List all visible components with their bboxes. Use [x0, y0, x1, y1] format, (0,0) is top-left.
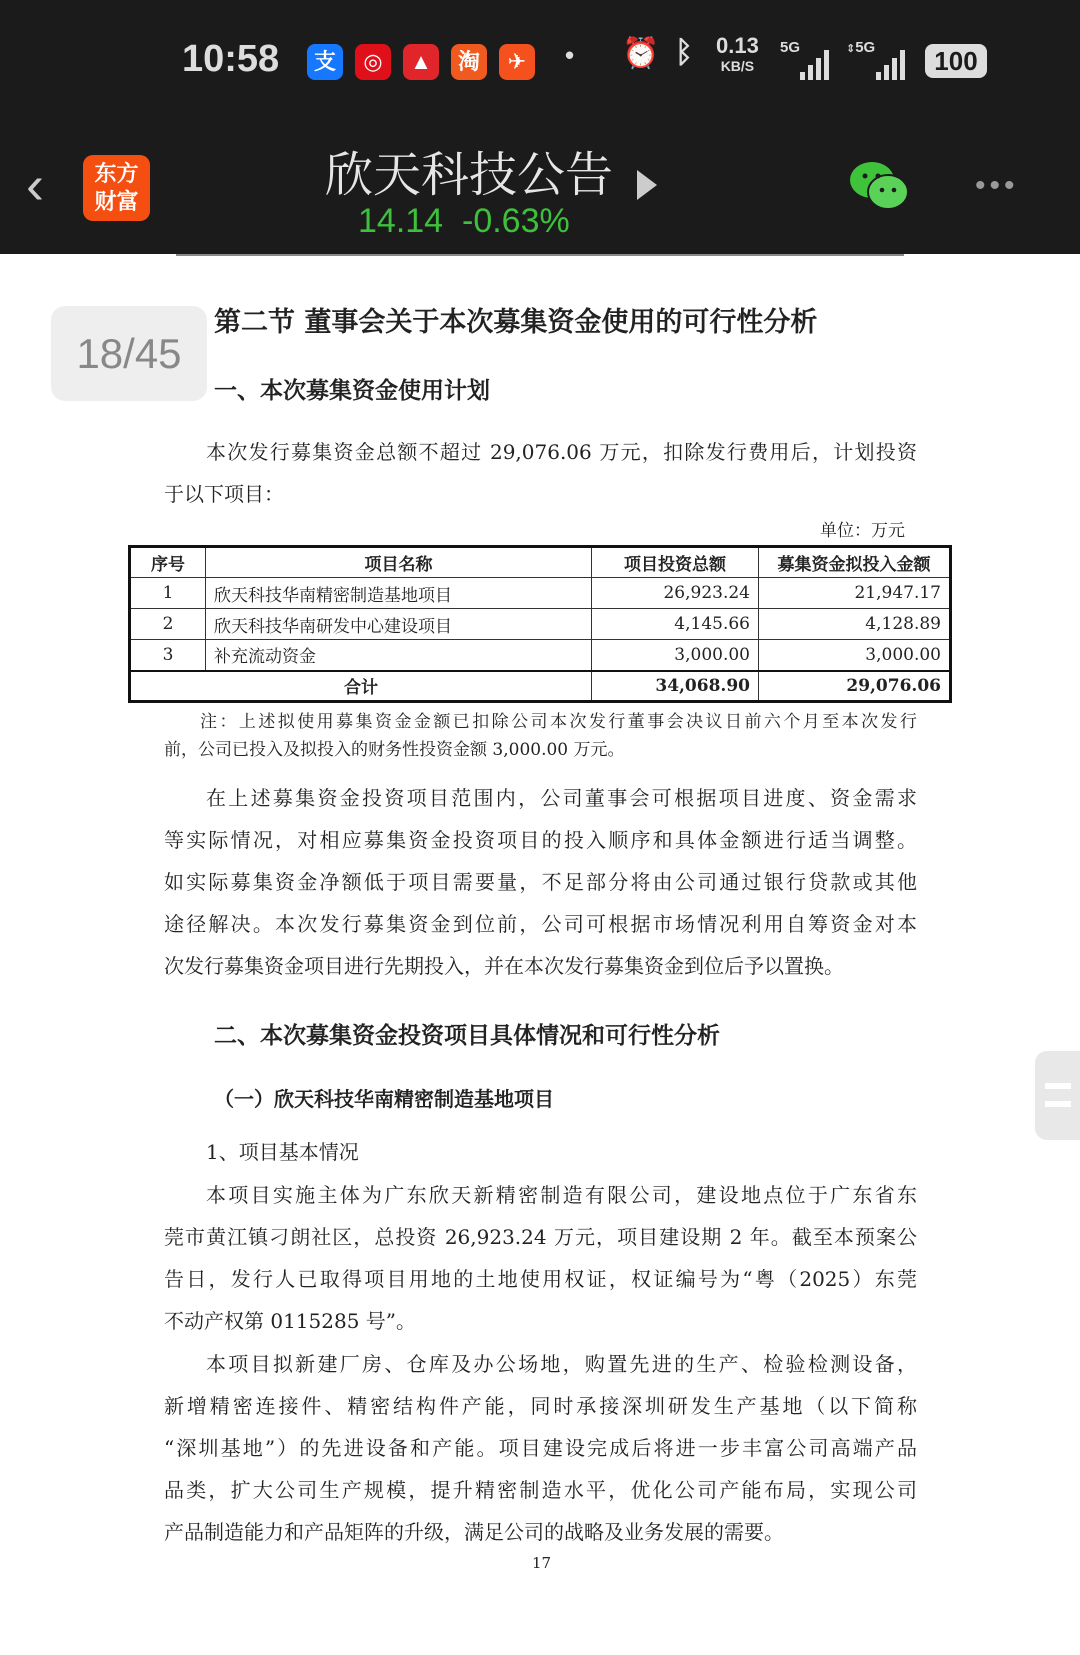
running-header: [176, 250, 904, 256]
bluetooth-icon: ᛒ: [675, 36, 693, 69]
text-line: 前，公司已投入及拟投入的财务性投资金额 3,000.00 万元。: [164, 740, 625, 760]
wechat-share-icon[interactable]: [848, 160, 910, 212]
col-header: 序号: [130, 547, 206, 578]
signal-1-label: 5G: [780, 39, 801, 56]
text-line: 在上述募集资金投资项目范围内，公司董事会可根据项目进度、资金需求: [206, 786, 917, 810]
section-title: 第二节 董事会关于本次募集资金使用的可行性分析: [214, 307, 818, 338]
page-indicator: 18/45: [51, 306, 207, 401]
table-cell: 补充流动资金: [206, 640, 592, 671]
total-value: 29,076.06: [759, 671, 951, 702]
text-line: 途径解决。本次发行募集资金到位前，公司可根据市场情况利用自筹资金对本: [164, 912, 917, 936]
page-title: 欣天科技公告: [325, 149, 614, 202]
logo-line1: 东方: [94, 161, 139, 186]
text-line: 等实际情况，对相应募集资金投资项目的投入顺序和具体金额进行适当调整。: [164, 828, 917, 852]
table-cell: 3: [130, 640, 206, 671]
logo-line2: 财富: [94, 189, 139, 214]
alarm-icon: ⏰: [622, 37, 660, 70]
top-bar: [0, 0, 1080, 254]
table-cell: 欣天科技华南精密制造基地项目: [206, 578, 592, 609]
table-cell: 3,000.00: [592, 640, 759, 671]
signal-1-bars: [800, 50, 830, 80]
table-row: [130, 609, 951, 640]
stock-price: 14.14: [358, 202, 444, 240]
text-line: “深圳基地”）的先进设备和产能。项目建设完成后将进一步丰富公司高端产品: [164, 1436, 917, 1460]
fund-table: [128, 545, 952, 703]
text-line: 产品制造能力和产品矩阵的升级，满足公司的战略及业务发展的需要。: [164, 1520, 784, 1544]
col-header: 项目名称: [206, 547, 592, 578]
table-total-row: [130, 671, 951, 702]
total-label: 合计: [130, 671, 592, 702]
text-line: 本项目拟新建厂房、仓库及办公场地，购置先进的生产、检验检测设备，: [206, 1352, 917, 1376]
col-header: 募集资金拟投入金额: [759, 547, 951, 578]
total-value: 34,068.90: [592, 671, 759, 702]
more-icon[interactable]: •••: [975, 169, 1019, 202]
table-row: [130, 578, 951, 609]
app-notification-icon: ✈: [499, 44, 535, 80]
status-time: 10:58: [182, 38, 280, 80]
app-notification-icon: ▲: [403, 44, 439, 80]
app-notification-icon: ◎: [355, 44, 391, 80]
heading-3: （一）欣天科技华南精密制造基地项目: [214, 1087, 554, 1111]
app-logo: [83, 155, 150, 221]
text-line: 告日，发行人已取得项目用地的土地使用权证，权证编号为“粤（2025）东莞: [164, 1267, 917, 1291]
page-number: 17: [532, 1554, 552, 1572]
text-line: 莞市黄江镇刁朗社区，总投资 26,923.24 万元，项目建设期 2 年。截至本预案公: [164, 1225, 917, 1249]
text-line: 本次发行募集资金总额不超过 29,076.06 万元，扣除发行费用后，计划投资: [206, 440, 917, 464]
table-cell: 欣天科技华南研发中心建设项目: [206, 609, 592, 640]
table-cell: 4,128.89: [759, 609, 951, 640]
text-line: 注：上述拟使用募集资金金额已扣除公司本次发行董事会决议日前六个月至本次发行: [200, 712, 917, 732]
stock-quote: [358, 202, 570, 241]
app-notification-icon: 支: [307, 44, 343, 80]
text-line: 如实际募集资金净额低于项目需要量，不足部分将由公司通过银行贷款或其他: [164, 870, 917, 894]
table-cell: 2: [130, 609, 206, 640]
signal-2-bars: [876, 50, 906, 80]
table-cell: 4,145.66: [592, 609, 759, 640]
net-speed: [716, 33, 759, 76]
text-line: 于以下项目：: [164, 482, 284, 506]
text-line: 不动产权第 0115285 号”。: [164, 1309, 417, 1333]
table-header-row: [130, 547, 951, 578]
back-icon[interactable]: ‹: [26, 155, 44, 215]
table-cell: 21,947.17: [759, 578, 951, 609]
sub-heading: 1、项目基本情况: [206, 1140, 359, 1164]
text-line: 次发行募集资金项目进行先期投入，并在本次发行募集资金到位后予以置换。: [164, 954, 844, 978]
table-cell: 26,923.24: [592, 578, 759, 609]
net-speed-value: 0.13: [716, 33, 759, 58]
net-speed-unit: KB/S: [720, 58, 755, 74]
stock-change: -0.63%: [462, 202, 570, 240]
text-line: 新增精密连接件、精密结构件产能，同时承接深圳研发生产基地（以下简称: [164, 1394, 917, 1418]
col-header: 项目投资总额: [592, 547, 759, 578]
table-cell: 1: [130, 578, 206, 609]
signal-2-icon: [846, 40, 912, 80]
heading-1: 一、本次募集资金使用计划: [214, 378, 490, 404]
signal-1-icon: [780, 40, 836, 80]
text-line: 本项目实施主体为广东欣天新精密制造有限公司，建设地点位于广东省东: [206, 1183, 917, 1207]
play-arrow-icon[interactable]: [637, 170, 657, 200]
dot-icon: •: [565, 40, 575, 70]
data-arrows-icon: ⇕: [846, 43, 856, 55]
app-notification-icon: 淘: [451, 44, 487, 80]
scroll-handle[interactable]: [1035, 1051, 1080, 1140]
unit-label: 单位：万元: [820, 521, 905, 541]
heading-2: 二、本次募集资金投资项目具体情况和可行性分析: [214, 1023, 720, 1049]
text-line: 品类，扩大公司生产规模，提升精密制造水平，优化公司产能布局，实现公司: [164, 1478, 917, 1502]
battery-icon: 100: [925, 44, 987, 78]
table-cell: 3,000.00: [759, 640, 951, 671]
signal-2-label: 5G: [855, 39, 876, 56]
table-row: [130, 640, 951, 671]
